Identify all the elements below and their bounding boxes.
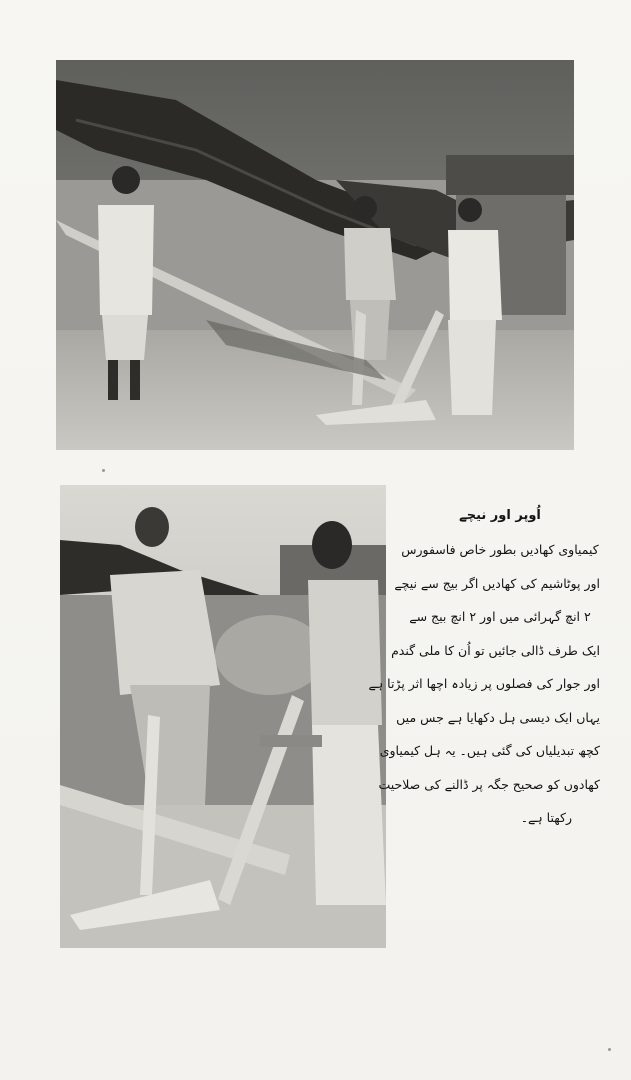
caption-block <box>368 505 600 835</box>
caption-line: ۲ انچ گہرائی میں اور ۲ انچ بیج سے <box>409 609 591 624</box>
photo-bottom-image <box>60 485 386 948</box>
photo-top <box>56 60 574 450</box>
caption-line: اور جوار کی فصلوں پر زیادہ اچھا اثر پڑتا ہے <box>368 676 600 691</box>
caption-line: رکھتا ہے۔ <box>520 810 572 825</box>
paper-speck <box>608 1048 611 1051</box>
caption-line: ایک طرف ڈالی جائیں تو اُن کا ملی گندم <box>391 642 600 658</box>
paper-speck <box>102 469 105 472</box>
photo-bottom <box>60 485 386 948</box>
caption-line: یہاں ایک دیسی ہل دکھایا ہے جس میں <box>396 709 600 725</box>
caption-line: کچھ تبدیلیاں کی گئی ہیں۔ یہ ہل کیمیاوی <box>379 743 600 758</box>
photo-top-image <box>56 60 574 450</box>
caption-line: کیمیاوی کھادیں بطور خاص فاسفورس <box>401 542 599 557</box>
caption-heading: اُوپر اور نیچے <box>459 508 541 523</box>
caption-line: اور پوٹاشیم کی کھادیں اگر بیج سے نیچے <box>394 575 600 591</box>
caption-line: کھادوں کو صحیح جگہ پر ڈالنے کی صلاحیت <box>378 776 600 792</box>
